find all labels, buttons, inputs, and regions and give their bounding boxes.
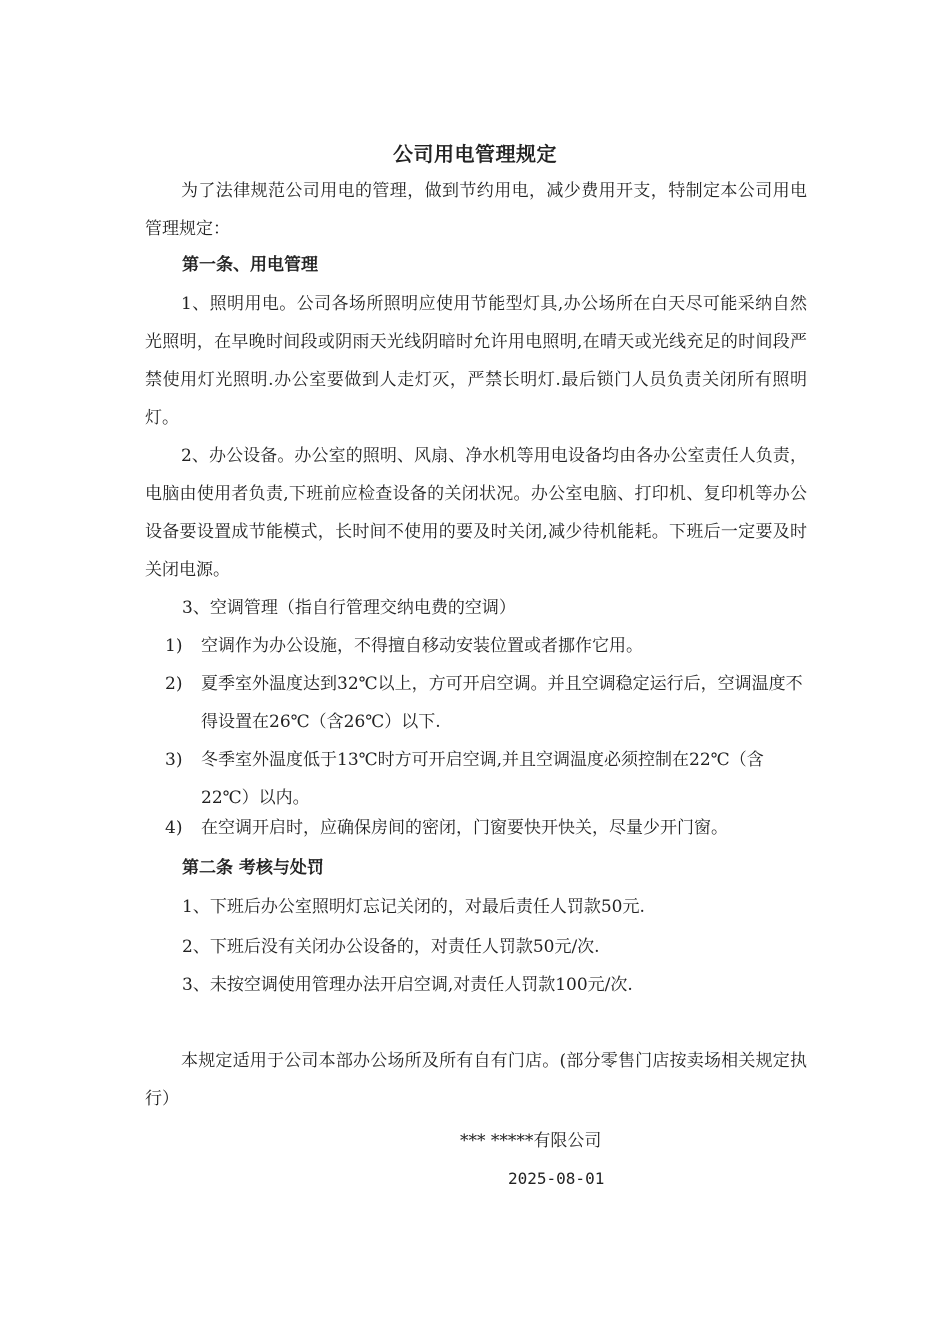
aircon-item-1: [165, 627, 805, 665]
aircon-item-text: 冬季室外温度低于13℃时方可开启空调,并且空调温度必须控制在22℃（含22℃）以内。: [201, 750, 764, 808]
document-date: 2025-08-01: [508, 1169, 605, 1188]
company-signature: *** *****有限公司: [460, 1131, 602, 1151]
section1-heading: 第一条、用电管理: [182, 255, 318, 275]
lighting-paragraph: 1、照明用电。公司各场所照明应使用节能型灯具,办公场所在白天尽可能采纳自然光照明，在早晚时间段或阴雨天光线阴暗时允许用电照明,在晴天或光线充足的时间段严禁使用灯光照明.办公室要做到人走灯灭，严禁长明灯.最后锁门人员负责关闭所有照明灯。: [145, 294, 807, 428]
intro-paragraph: 为了法律规范公司用电的管理，做到节约用电，减少费用开支，特制定本公司用电管理规定：: [145, 181, 807, 239]
aircon-item-text: 夏季室外温度达到32℃以上，方可开启空调。并且空调稳定运行后，空调温度不得设置在26℃（含26℃）以下.: [201, 674, 803, 732]
penalty-line-3: 3、未按空调使用管理办法开启空调,对责任人罚款100元/次.: [182, 975, 633, 995]
penalty-line-1: 1、下班后办公室照明灯忘记关闭的，对最后责任人罚款50元.: [182, 897, 645, 917]
aircon-item-number: 4): [165, 818, 183, 838]
scope-paragraph: 本规定适用于公司本部办公场所及所有自有门店。(部分零售门店按卖场相关规定执行）: [145, 1051, 807, 1109]
aircon-paragraph: 3、空调管理（指自行管理交纳电费的空调）: [182, 598, 516, 618]
penalty-line-2: 2、下班后没有关闭办公设备的，对责任人罚款50元/次.: [182, 937, 600, 957]
aircon-item-4: [165, 809, 805, 847]
document-title: 公司用电管理规定: [393, 142, 557, 166]
aircon-item-number: 2): [165, 674, 183, 694]
equipment-paragraph: 2、办公设备。办公室的照明、风扇、净水机等用电设备均由各办公室责任人负责，电脑由使用者负责,下班前应检查设备的关闭状况。办公室电脑、打印机、复印机等办公设备要设置成节能模式，长时间不使用的要及时关闭,减少待机能耗。下班后一定要及时关闭电源。: [145, 446, 807, 580]
aircon-item-number: 3): [165, 750, 183, 770]
aircon-item-number: 1): [165, 636, 183, 656]
aircon-item-text: 空调作为办公设施，不得擅自移动安装位置或者挪作它用。: [201, 636, 643, 656]
section2-heading: 第二条 考核与处罚: [182, 858, 324, 878]
aircon-item-2: [165, 665, 805, 741]
aircon-item-text: 在空调开启时，应确保房间的密闭，门窗要快开快关，尽量少开门窗。: [201, 818, 728, 838]
aircon-item-3: [165, 741, 805, 817]
